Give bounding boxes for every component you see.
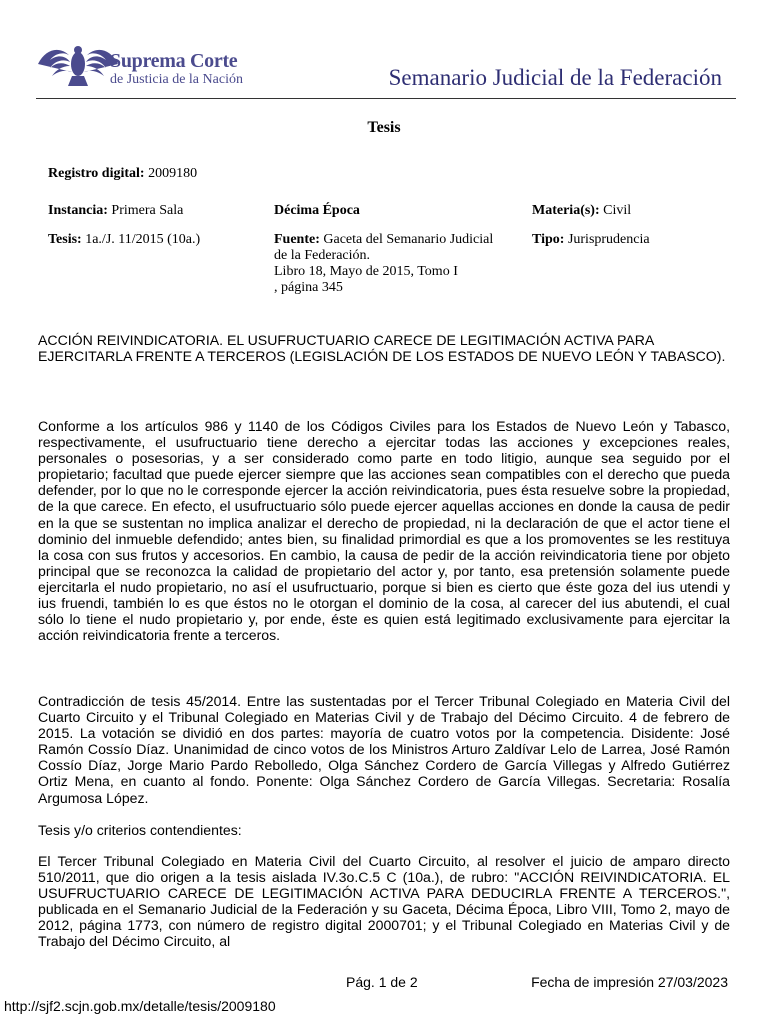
registro-digital: [48, 166, 197, 182]
criterios-paragraph: El Tercer Tribunal Colegiado en Materia Civil del Cuarto Circuito, al resolver el juicio de amparo directo 510/2011, que dio origen a la tesis aislada IV.3o.C.5 C (10a.), de rubro: "ACCIÓN REIVINDICATORIA. EL USUFRUCTUARIO CARECE DE LEGITIMACIÓN ACTIVA PARA DEDUCIRLA FRENTE A TERCEROS.", publicada en el Semanario Judicial de la Federación y su Gaceta, Décima Época, Libro VIII, Tomo 2, mayo de 2012, página 1773, con número de registro digital 2000701; y el Tribunal Colegiado en Materias Civil y de Trabajo del Décimo Circuito, al: [38, 853, 730, 950]
page-title: Tesis: [367, 119, 401, 136]
fuente: [274, 232, 524, 296]
instancia: [48, 203, 183, 219]
logo-title: Suprema Corte: [110, 50, 238, 72]
tipo-value: Jurisprudencia: [567, 232, 650, 247]
materia: [532, 203, 631, 219]
fuente-label: Fuente:: [274, 232, 320, 247]
tesis-label: Tesis:: [48, 232, 82, 247]
fuente-line1: Gaceta del Semanario Judicial: [323, 232, 494, 247]
publication-title: Semanario Judicial de la Federación: [388, 65, 722, 90]
header-divider: [36, 98, 736, 99]
tesis-body: Conforme a los artículos 986 y 1140 de los Códigos Civiles para los Estados de Nuevo León y Tabasco, respectivamente, el usufructuario tiene derecho a ejercitar todas las acciones y excepciones reales, personales o posesorias, y a ser considerado como parte en todo litigio, aunque sea seguido por el propietario; facultad que puede ejercer siempre que las acciones sean compatibles con el derecho que pueda defender, por lo que no le corresponde ejercer la acción reivindicatoria, pues ésta resuelve sobre la propiedad, de la que carece. En efecto, el usufructuario sólo puede ejercer aquellas acciones en donde la causa de pedir en la que se sustentan no implica analizar el derecho de propiedad, ni la declaración de que el actor tiene el dominio del inmueble defendido; antes bien, su finalidad primordial es que a los promoventes se les restituya la cosa con sus frutos y accesorios. En cambio, la causa de pedir de la acción reivindicatoria tiene por objeto principal que se reconozca la calidad de propietario del actor y, por tanto, esa pretensión solamente puede ejercitarla el nudo propietario, no así el usufructuario, porque si bien es cierto que éste goza del ius utendi y ius fruendi, también lo es que éstos no le otorgan el dominio de la cosa, al carecer del ius abutendi, el cual sólo lo tiene el nudo propietario y, por ende, éste es quien está legitimado exclusivamente para ejercitar la acción reivindicatoria frente a terceros.: [38, 418, 730, 644]
epoca: [274, 203, 360, 219]
print-date: Fecha de impresión 27/03/2023: [531, 974, 728, 990]
fuente-line2: de la Federación.: [274, 248, 371, 263]
page-number: Pág. 1 de 2: [346, 974, 418, 990]
tipo: [532, 232, 650, 248]
materia-label: Materia(s):: [532, 203, 600, 218]
fuente-line4: , página 345: [274, 280, 343, 295]
registro-value: 2009180: [148, 166, 198, 181]
epoca-value: Décima Época: [274, 203, 360, 218]
instancia-value: Primera Sala: [111, 203, 184, 218]
tesis-value: 1a./J. 11/2015 (10a.): [85, 232, 201, 247]
instancia-label: Instancia:: [48, 203, 108, 218]
source-url[interactable]: http://sjf2.scjn.gob.mx/detalle/tesis/2009180: [4, 998, 276, 1014]
precedente-paragraph: Contradicción de tesis 45/2014. Entre las sustentadas por el Tercer Tribunal Colegiado en Materia Civil del Cuarto Circuito y el Tribunal Colegiado en Materias Civil y de Trabajo del Décimo Circuito. 4 de febrero de 2015. La votación se dividió en dos partes: mayoría de cuatro votos por la competencia. Disidente: José Ramón Cossío Díaz. Unanimidad de cinco votos de los Ministros Arturo Zaldívar Lelo de Larrea, José Ramón Cossío Díaz, Jorge Mario Pardo Rebolledo, Olga Sánchez Cordero de García Villegas y Alfredo Gutiérrez Ortiz Mena, en cuanto al fondo. Ponente: Olga Sánchez Cordero de García Villegas. Secretaria: Rosalía Argumosa López.: [38, 693, 730, 806]
criterios-heading: Tesis y/o criterios contendientes:: [38, 822, 242, 838]
tesis-number: [48, 232, 200, 248]
eagle-emblem-icon: [36, 42, 120, 90]
fuente-line3: Libro 18, Mayo de 2015, Tomo I: [274, 264, 458, 279]
logo-subtitle: de Justicia de la Nación: [110, 72, 243, 87]
tipo-label: Tipo:: [532, 232, 565, 247]
registro-label: Registro digital:: [48, 166, 145, 181]
materia-value: Civil: [603, 203, 632, 218]
tesis-rubro: ACCIÓN REIVINDICATORIA. EL USUFRUCTUARIO CARECE DE LEGITIMACIÓN ACTIVA PARA EJERCITARLA FRENTE A TERCEROS (LEGISLACIÓN DE LOS ESTADOS DE NUEVO LEÓN Y TABASCO).: [38, 332, 726, 365]
